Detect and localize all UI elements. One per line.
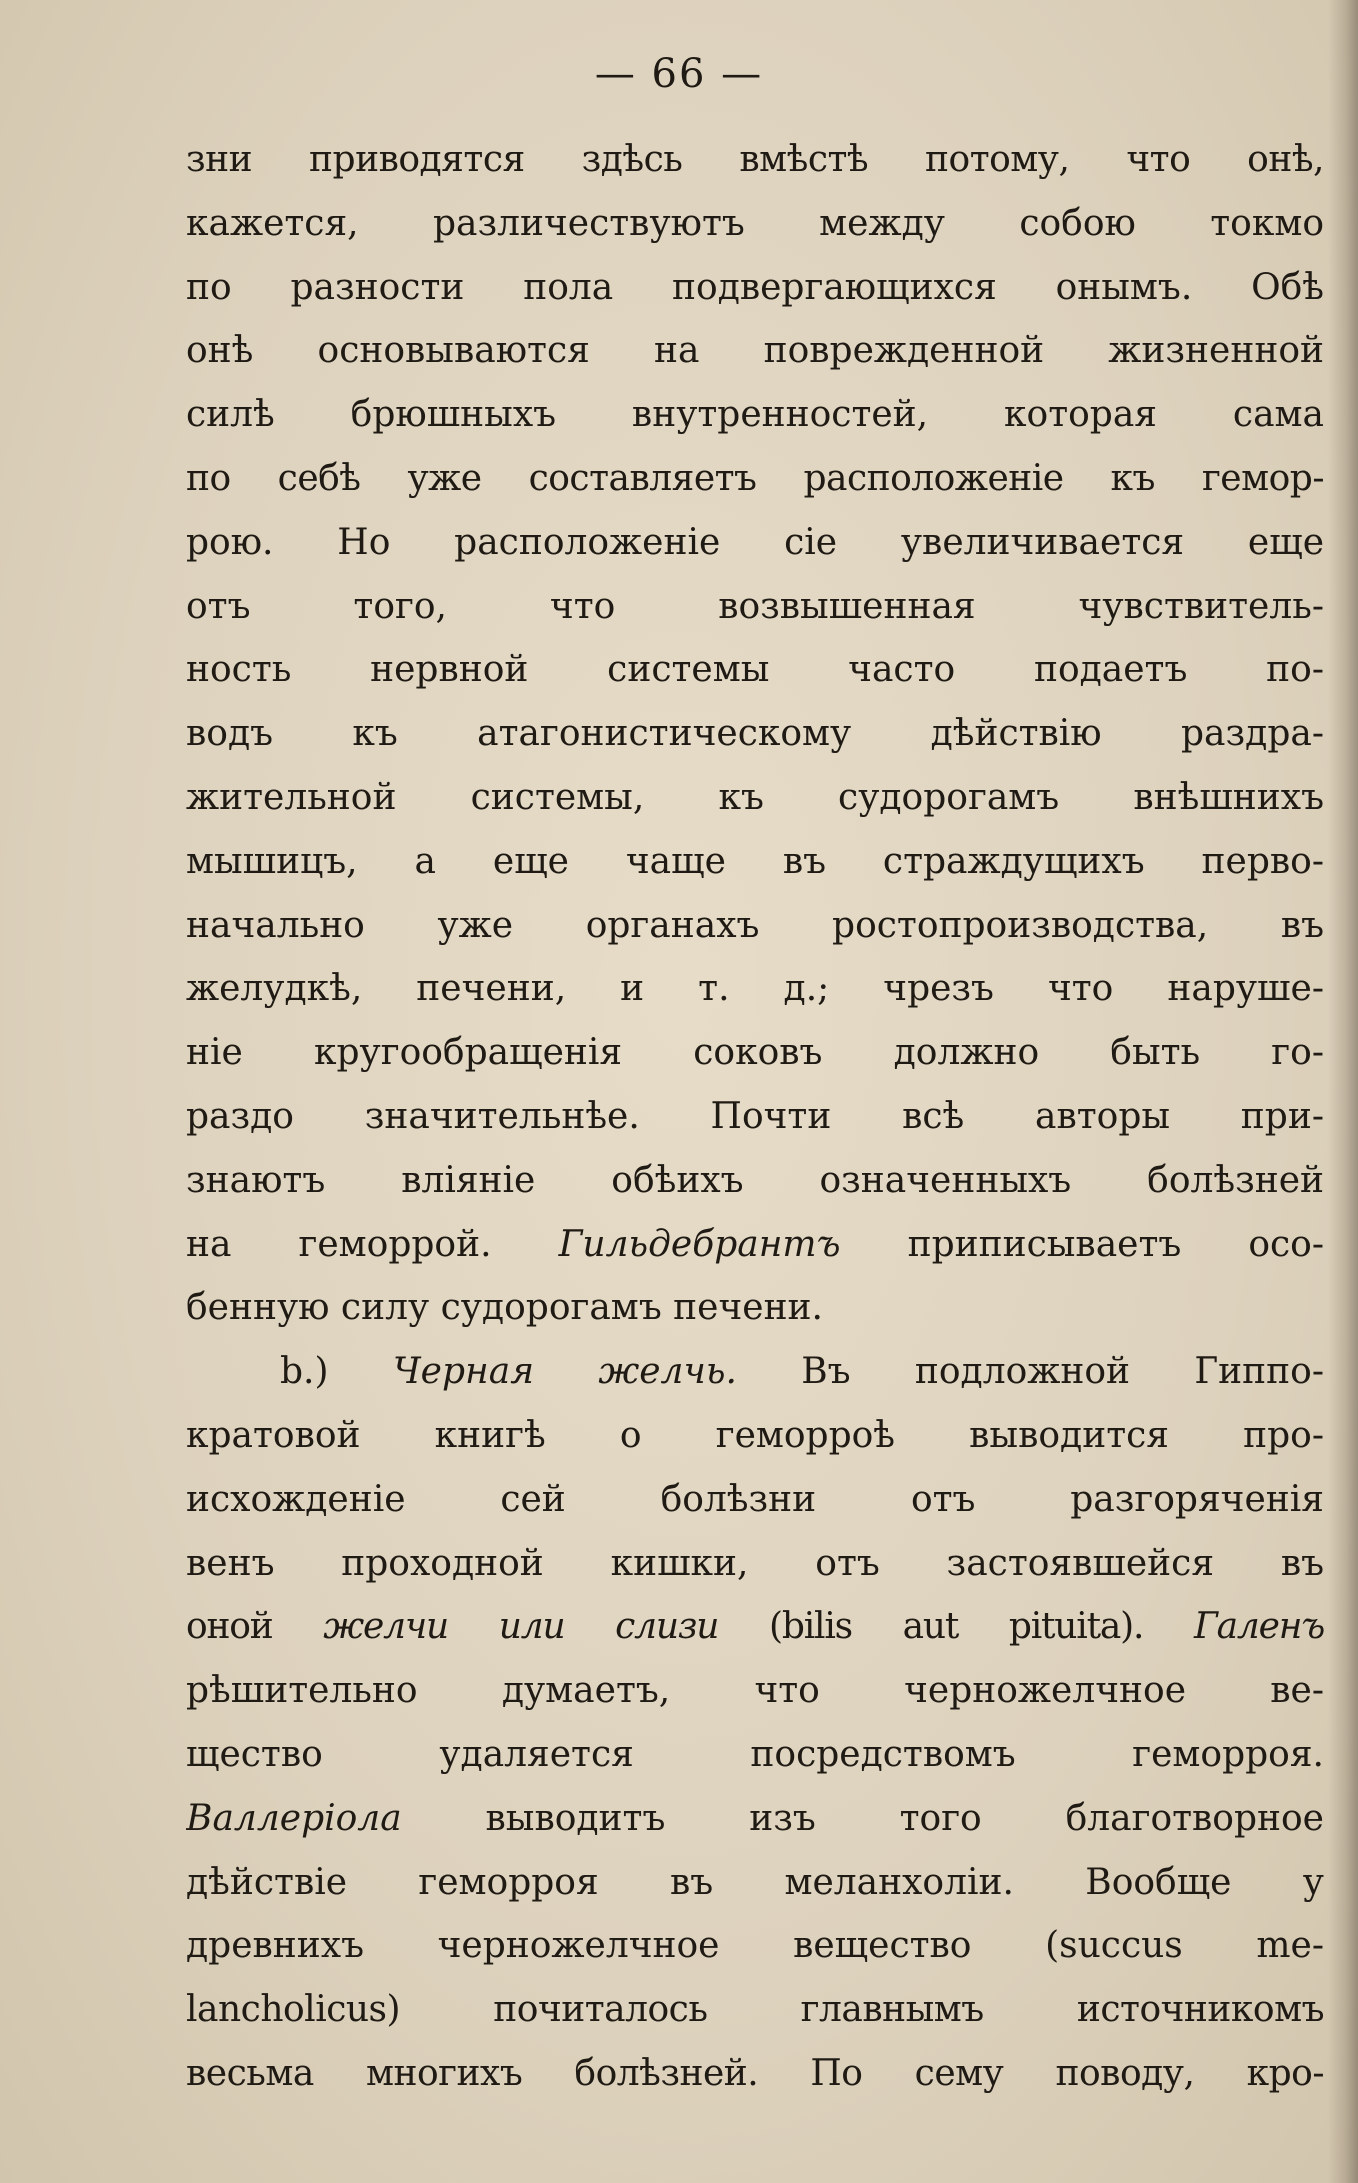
text-run: начально уже органахъ ростопроизводства, въ (186, 904, 1324, 946)
text-run: водъ къ атагонистическому дѣйствiю раздра- (186, 713, 1324, 755)
text-run: Въ подложной Гиппо- (736, 1351, 1324, 1393)
text-run: рѣшительно думаетъ, что черножелчное ве- (186, 1670, 1324, 1712)
text-line (186, 1595, 1324, 1659)
page-number: — 66 — (594, 51, 764, 97)
text-line (186, 256, 1324, 320)
text-line (186, 766, 1324, 830)
text-run: приписываетъ осо- (840, 1223, 1324, 1265)
text-line (186, 319, 1324, 383)
page-edge-shadow (1328, 0, 1358, 2183)
text-line (186, 1914, 1324, 1978)
italic-name: Гильдебрантъ (558, 1223, 841, 1265)
text-run: знаютъ влiянiе обѣихъ означенныхъ болѣзней (186, 1159, 1324, 1201)
text-line (186, 575, 1324, 639)
text-run: зни приводятся здѣсь вмѣстѣ потому, что онѣ, (186, 139, 1324, 180)
text-run: ность нервной системы часто подаетъ по- (186, 649, 1324, 691)
text-line (186, 1149, 1324, 1213)
text-line (186, 1659, 1324, 1723)
text-run: щество удаляется посредствомъ геморроя. (186, 1733, 1324, 1775)
text-line (186, 638, 1324, 702)
text-run: желудкѣ, печени, и т. д.; чрезъ что наруше- (186, 968, 1324, 1010)
text-run: кратовой книгѣ о геморроѣ выводится про- (186, 1414, 1324, 1456)
text-run: весьма многихъ болѣзней. По сему поводу, кро- (186, 2052, 1324, 2094)
text-run: на геморрой. (186, 1223, 559, 1265)
text-line (186, 1021, 1324, 1085)
text-line (186, 1978, 1324, 2042)
text-run: дѣйствiе геморроя въ меланхолiи. Вообще у (186, 1861, 1324, 1903)
text-run: выводитъ изъ того благотворное (401, 1797, 1324, 1839)
text-line (186, 1213, 1324, 1277)
text-line (186, 1851, 1324, 1915)
text-line (186, 192, 1324, 256)
text-line (186, 511, 1324, 575)
text-run: древнихъ черножелчное вещество (succus me- (186, 1925, 1324, 1967)
text-run: силѣ брюшныхъ внутренностей, которая сама (186, 394, 1324, 436)
body-text (186, 128, 1324, 2106)
text-run: оной (186, 1606, 324, 1648)
text-run: кажется, различествуютъ между собою токмо (186, 202, 1324, 244)
text-run: бенную силу судорогамъ печени. (186, 1287, 823, 1329)
text-run: рою. Но расположенiе сiе увеличивается еще (186, 521, 1324, 563)
text-run: отъ того, что возвышенная чувствитель- (186, 585, 1324, 627)
text-run: венъ проходной кишки, отъ застоявшейся въ (186, 1542, 1324, 1584)
text-line (186, 1276, 1324, 1340)
text-line (186, 957, 1324, 1021)
text-line (186, 702, 1324, 766)
text-run: (bilis aut pituita). (718, 1606, 1194, 1648)
italic-name: Валлерiола (186, 1797, 402, 1839)
text-run: по разности пола подвергающихся онымъ. Обѣ (186, 266, 1324, 308)
text-line (186, 128, 1324, 192)
text-line (186, 894, 1324, 958)
text-line (186, 1787, 1324, 1851)
italic-name: Галенъ (1193, 1606, 1324, 1648)
text-run: по себѣ уже составляетъ расположенiе къ гемор- (186, 457, 1324, 499)
italic-name: желчи или слизи (323, 1606, 719, 1648)
text-line (186, 447, 1324, 511)
text-line (186, 830, 1324, 894)
text-run: мышицъ, а еще чаще въ страждущихъ перво- (186, 840, 1324, 882)
text-run: онѣ основываются на поврежденной жизненной (186, 330, 1324, 372)
text-run: нiе кругообращенiя соковъ должно быть го- (186, 1032, 1324, 1074)
text-line (186, 1085, 1324, 1149)
text-line (186, 1532, 1324, 1596)
text-run: исхожденiе сей болѣзни отъ разгоряченiя (186, 1478, 1324, 1520)
text-line (186, 1723, 1324, 1787)
text-line (186, 1468, 1324, 1532)
italic-name: Черная желчь. (392, 1351, 737, 1393)
text-run: b.) (280, 1351, 393, 1393)
text-line (186, 1340, 1324, 1404)
text-run: раздо значительнѣе. Почти всѣ авторы при- (186, 1095, 1324, 1137)
text-line (186, 2042, 1324, 2106)
text-run: жительной системы, къ судорогамъ внѣшнихъ (186, 776, 1324, 818)
text-line (186, 383, 1324, 447)
text-run: lancholicus) почиталось главнымъ источникомъ (186, 1989, 1324, 2031)
text-line (186, 1404, 1324, 1468)
